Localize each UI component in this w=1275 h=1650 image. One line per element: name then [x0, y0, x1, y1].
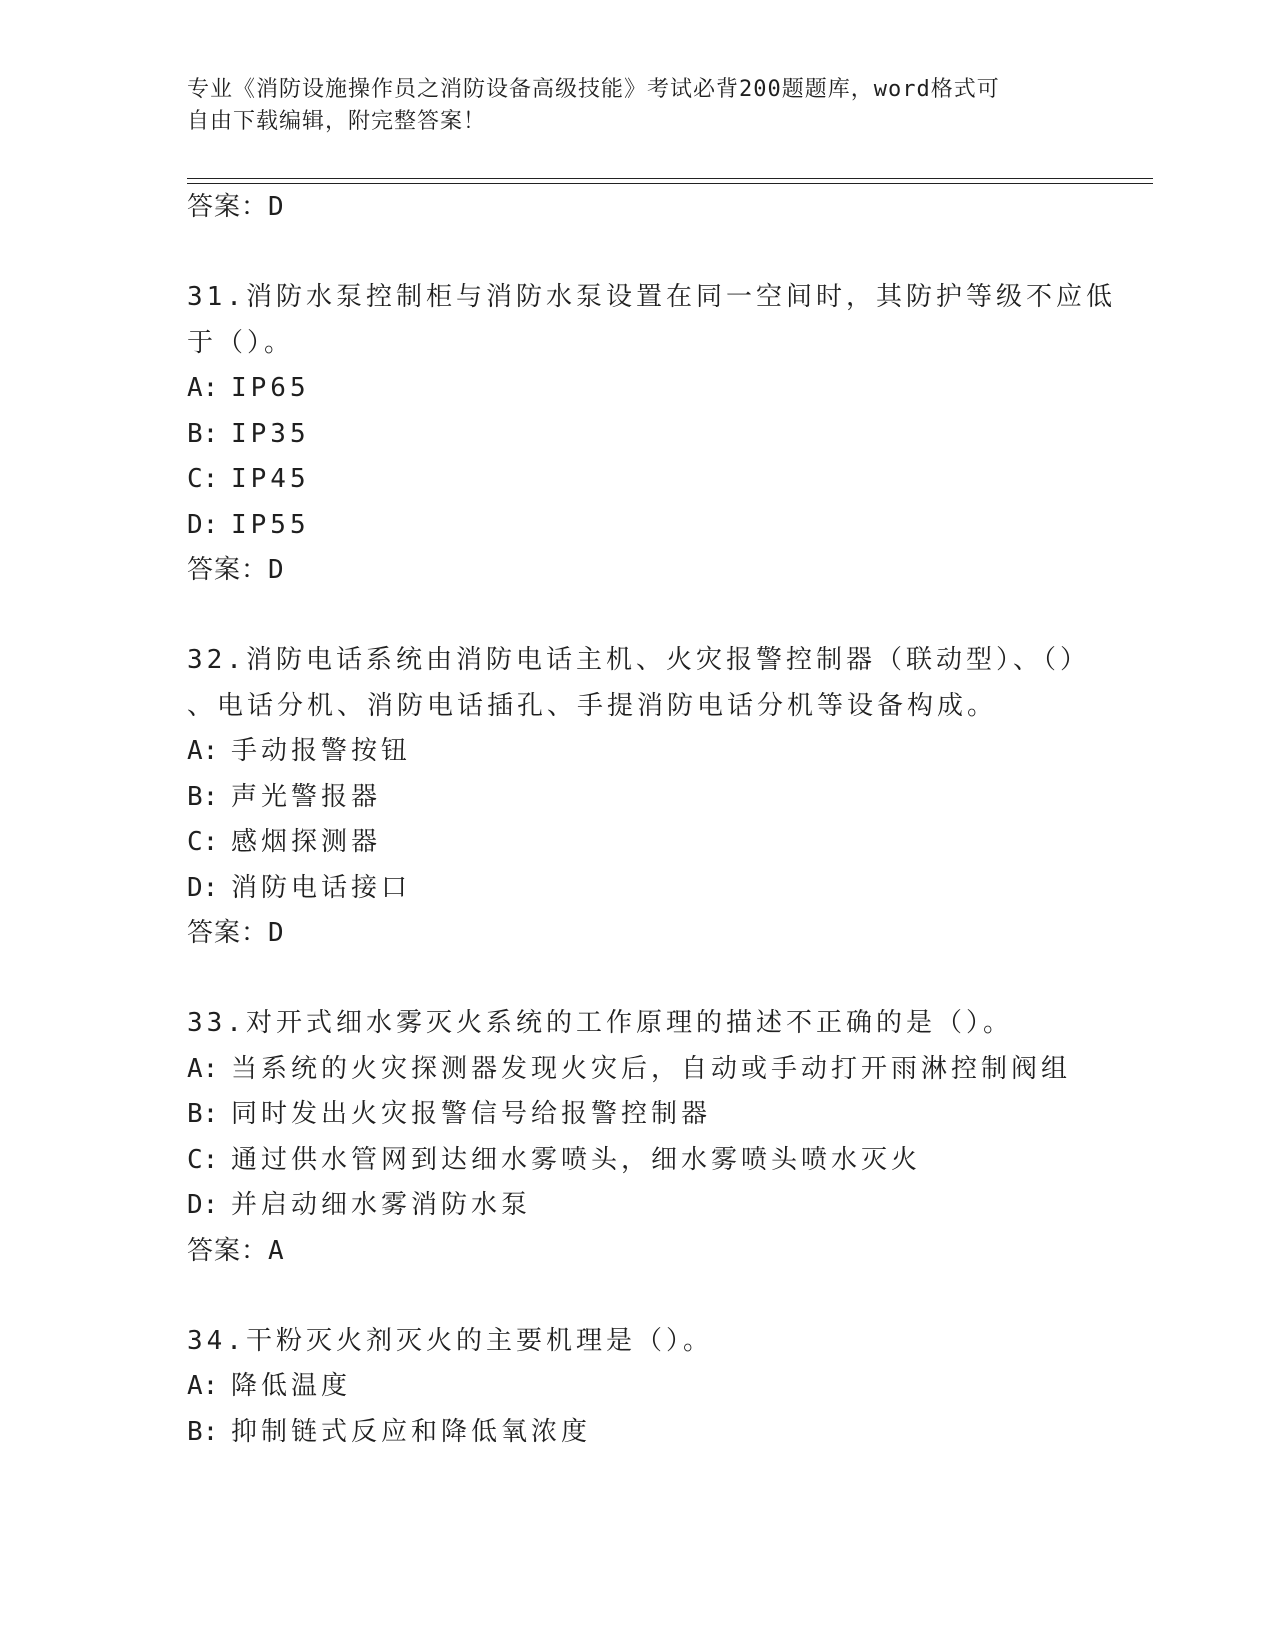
question-31 [187, 275, 1116, 592]
option-c [187, 1138, 1087, 1184]
question-34 [187, 1319, 1087, 1456]
option-c [187, 820, 1087, 866]
option-key: C: [187, 827, 219, 857]
option-key: B: [187, 1099, 219, 1129]
header-divider-top [187, 178, 1153, 179]
option-d [187, 1183, 1087, 1229]
option-key: D: [187, 509, 219, 540]
option-key: B: [187, 781, 219, 812]
option-key: A: [187, 736, 219, 766]
option-key: A: [187, 1371, 219, 1401]
question-32 [187, 638, 1090, 955]
option-text: 当系统的火灾探测器发现火灾后，自动或手动打开雨淋控制阀组 [231, 1053, 1072, 1084]
option-key: C: [187, 1144, 219, 1175]
option-b [187, 412, 1087, 458]
header-line-1: 专业《消防设施操作员之消防设备高级技能》考试必背200题题库，word格式可 [187, 77, 1000, 102]
option-key: A: [187, 373, 219, 403]
option-a [187, 366, 1087, 412]
option-key: D: [187, 1190, 219, 1220]
option-text: 手动报警按钮 [231, 736, 412, 766]
option-text: 同时发出火灾报警信号给报警控制器 [231, 1099, 712, 1129]
option-key: A: [187, 1053, 219, 1084]
document-header [187, 74, 1067, 138]
option-d [187, 866, 1087, 912]
option-b [187, 1092, 1087, 1138]
answer: 答案：A [187, 1235, 285, 1266]
option-key: C: [187, 464, 219, 494]
question-text-line: 32.消防电话系统由消防电话主机、火灾报警控制器（联动型）、（） [187, 645, 1090, 675]
option-b [187, 1410, 1087, 1456]
option-text: IP55 [231, 509, 310, 540]
option-text: IP45 [231, 464, 310, 494]
option-text: 消防电话接口 [231, 872, 412, 903]
option-a [187, 1047, 1087, 1093]
option-text: IP65 [231, 373, 310, 403]
option-c [187, 457, 1087, 503]
option-text: 降低温度 [231, 1371, 352, 1401]
question-text-line: 33.对开式细水雾灭火系统的工作原理的描述不正确的是（）。 [187, 1008, 1013, 1038]
option-key: B: [187, 1416, 219, 1447]
option-a [187, 1364, 1087, 1410]
option-d [187, 503, 1087, 549]
previous-answer: 答案：D [187, 192, 285, 222]
option-text: 感烟探测器 [231, 827, 382, 857]
option-a [187, 729, 1087, 775]
question-list [187, 185, 1116, 1455]
option-key: B: [187, 418, 219, 449]
option-text: 抑制链式反应和降低氧浓度 [231, 1416, 592, 1447]
question-text-line: 31.消防水泵控制柜与消防水泵设置在同一空间时，其防护等级不应低 [187, 282, 1116, 312]
question-33 [187, 1001, 1087, 1273]
option-b [187, 775, 1087, 821]
answer: 答案：D [187, 555, 285, 585]
question-text-line: 于（）。 [187, 327, 295, 358]
question-text-line: 34.干粉灭火剂灭火的主要机理是（）。 [187, 1325, 713, 1356]
option-text: 通过供水管网到达细水雾喷头，细水雾喷头喷水灭火 [231, 1144, 922, 1175]
question-text-line: 、电话分机、消防电话插孔、手提消防电话分机等设备构成。 [187, 690, 998, 721]
option-text: IP35 [231, 418, 310, 449]
option-text: 声光警报器 [231, 781, 382, 812]
option-key: D: [187, 872, 219, 903]
answer: 答案：D [187, 918, 285, 948]
header-divider-bottom [187, 183, 1153, 184]
header-line-2: 自由下载编辑，附完整答案！ [187, 109, 487, 134]
option-text: 并启动细水雾消防水泵 [231, 1190, 532, 1220]
